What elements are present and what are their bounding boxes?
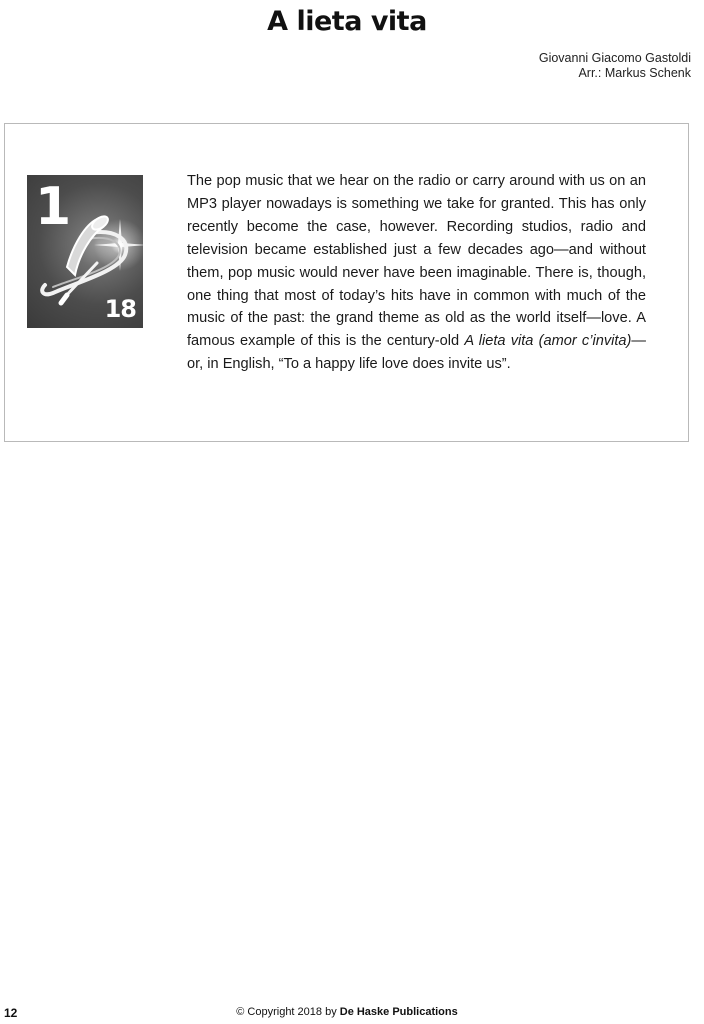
composer-credit: Giovanni Giacomo Gastoldi bbox=[538, 51, 691, 65]
page-title: A lieta vita bbox=[267, 6, 427, 37]
intro-text-part-2: —or, in English, “To a happy life love does invite us”. bbox=[187, 333, 646, 373]
publisher-name: De Haske Publications bbox=[339, 1006, 458, 1018]
page-number: 12 bbox=[4, 1006, 18, 1020]
intro-box bbox=[4, 123, 689, 442]
track-number: 18 bbox=[104, 295, 136, 323]
copyright-prefix: © Copyright 2018 by bbox=[236, 1006, 340, 1018]
copyright-line bbox=[0, 1006, 694, 1018]
difficulty-level: 1 bbox=[35, 177, 72, 237]
intro-paragraph bbox=[187, 170, 646, 376]
arranger-credit: Arr.: Markus Schenk bbox=[578, 66, 691, 80]
intro-text-part-1: The pop music that we hear on the radio or carry around with us on an MP3 player nowadays is something we take for granted. This has only recently become the case, however. Recording studios, radio and television became established just a few decades ago—and without them, pop music would never have been imaginable. There is, though, one thing that most of today’s hits have in common with much of the music of the past: the grand theme as old as the world itself—love. A famous example of this is the century-old bbox=[187, 173, 646, 350]
song-title-italic: A lieta vita (amor c’invita) bbox=[464, 333, 632, 350]
credits bbox=[539, 51, 691, 81]
level-track-badge bbox=[27, 175, 143, 328]
